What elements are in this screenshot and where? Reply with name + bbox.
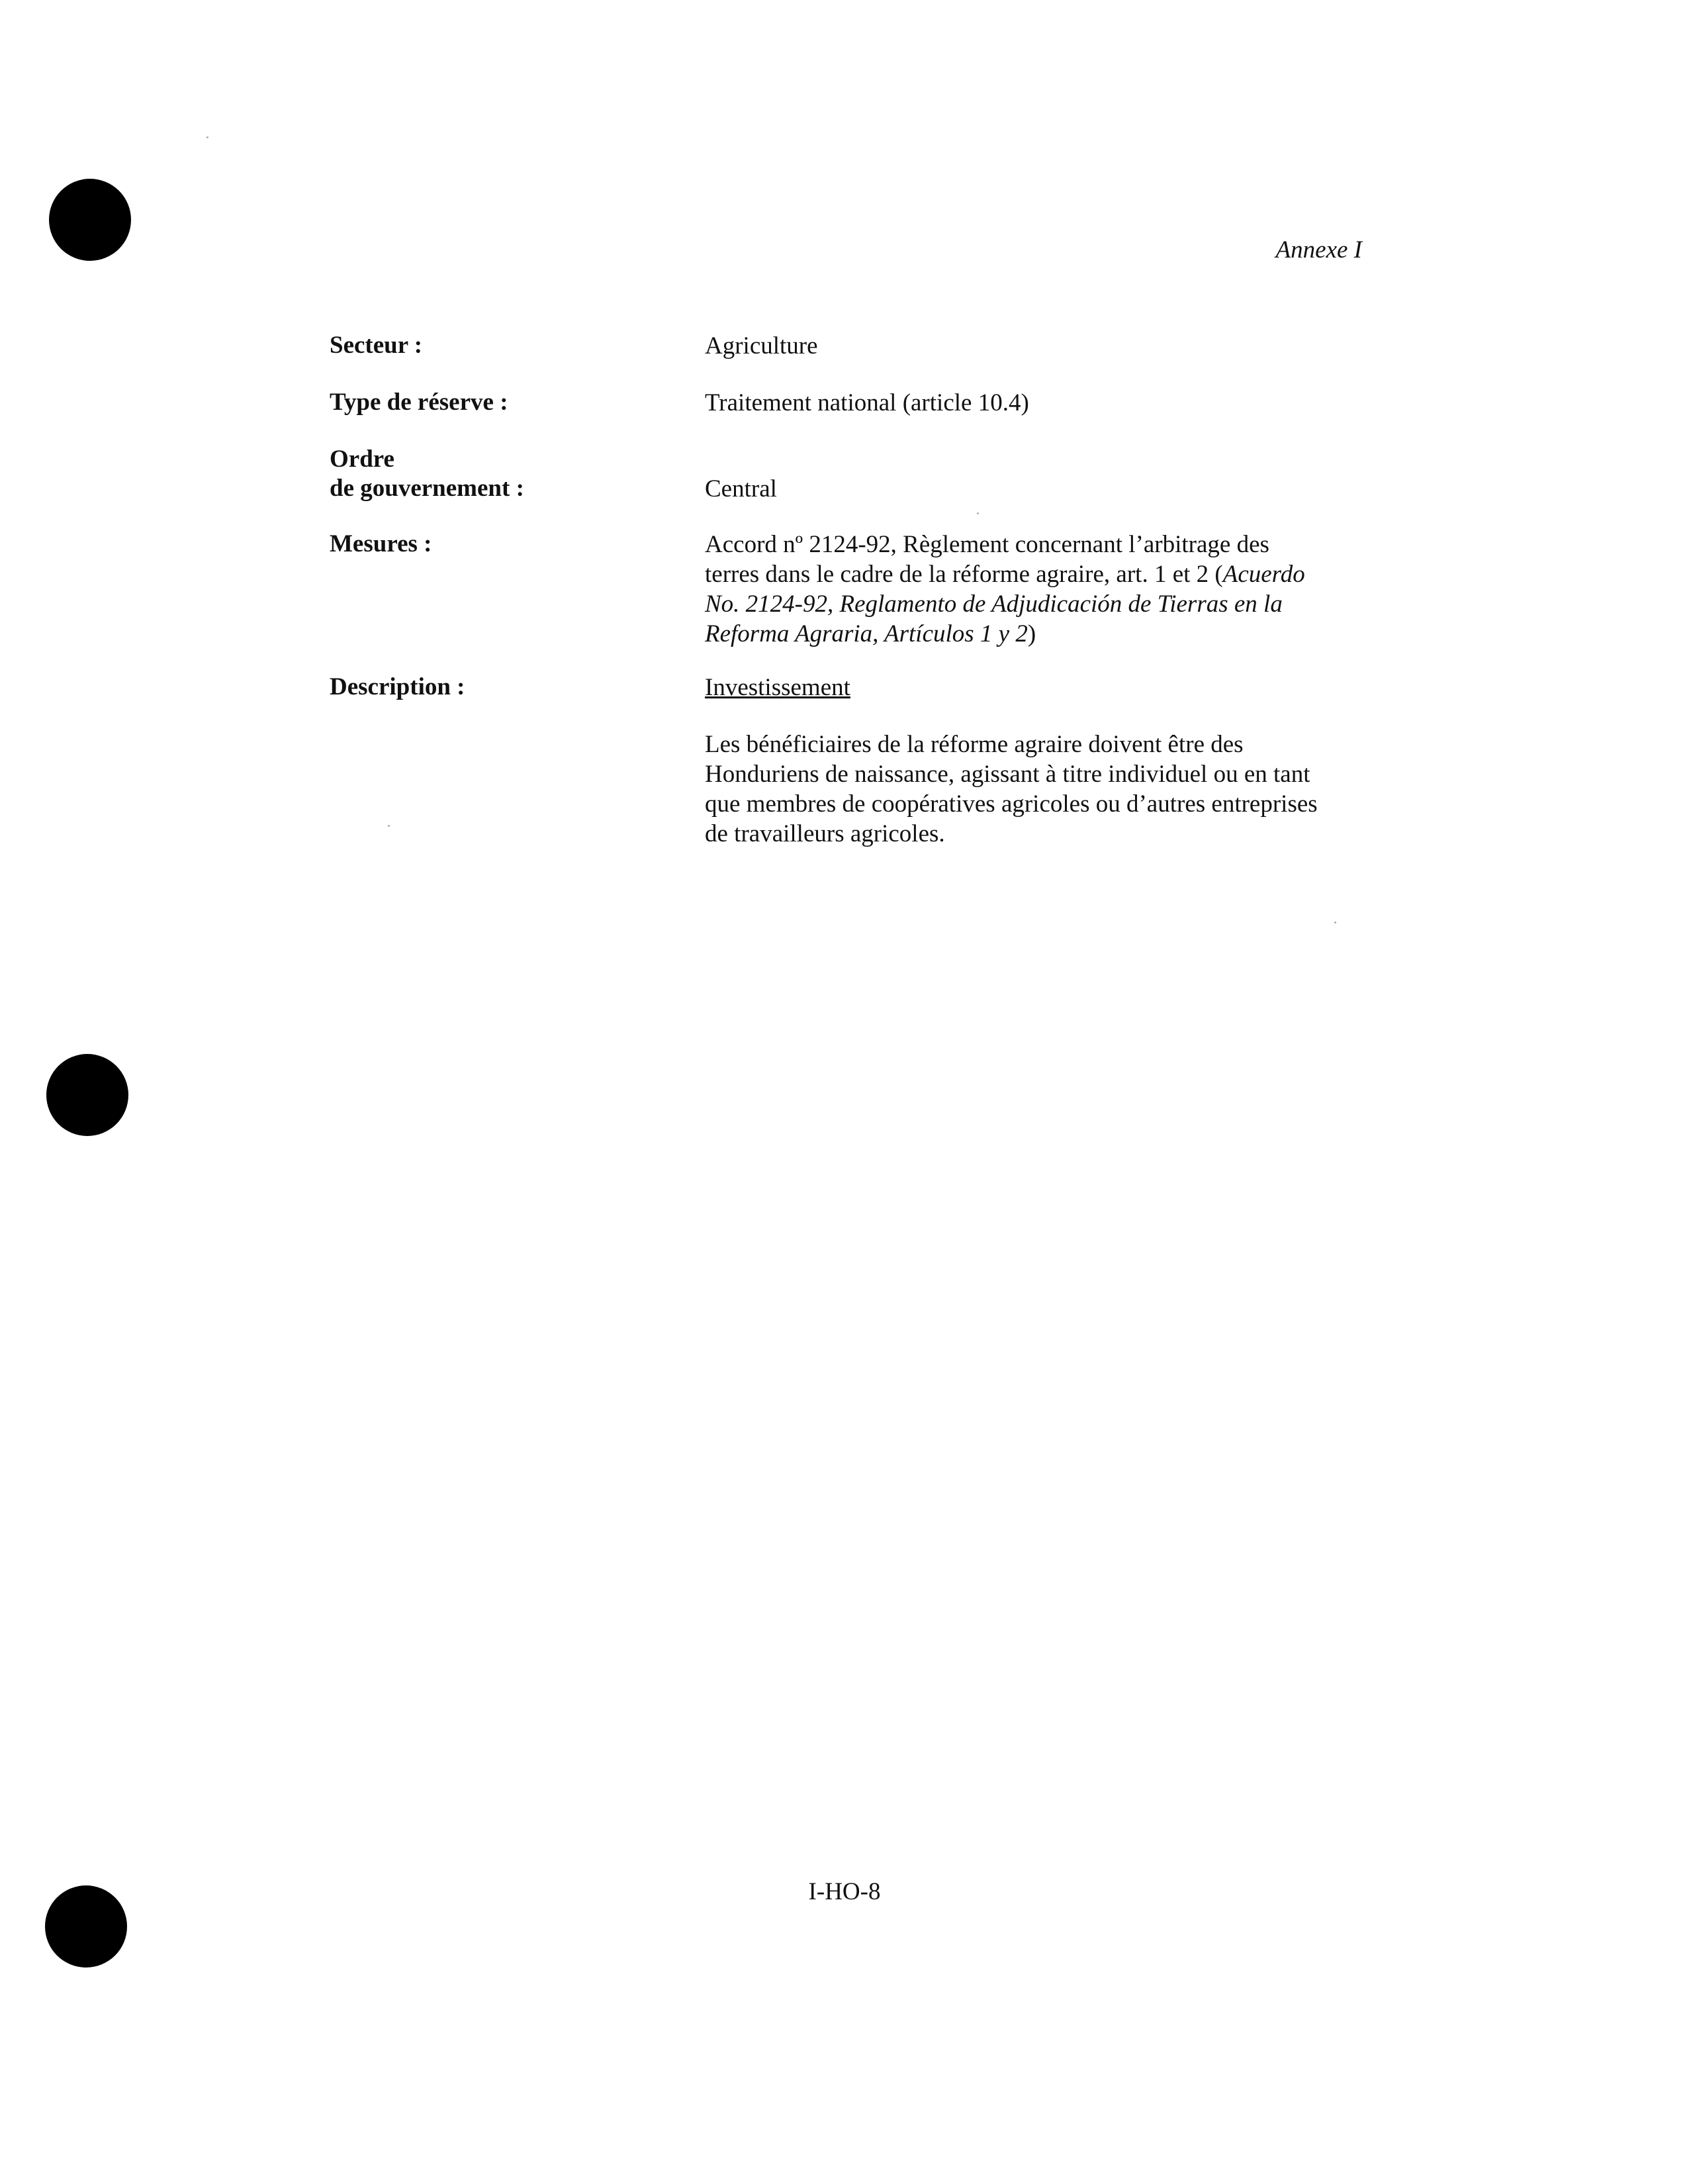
punch-hole-top [49, 179, 131, 261]
annex-header: Annexe I [1275, 236, 1362, 263]
type-reserve-label: Type de réserve : [330, 389, 508, 416]
mesures-value: Accord nº 2124-92, Règlement concernant l’arbitrage des terres dans le cadre de la réforme agraire, art. 1 et 2 (Acuerdo No. 2124-92, Reglamento de Adjudicación de Tierras en la Reforma Agraria, Artículos 1 y 2) [705, 531, 1305, 647]
punch-hole-middle [46, 1054, 128, 1136]
ordre-gouvernement-value: Central [705, 475, 777, 502]
type-reserve-value: Traitement national (article 10.4) [705, 389, 1029, 416]
scan-speck [1334, 922, 1336, 924]
scan-speck [977, 512, 979, 514]
description-label: Description : [330, 673, 465, 700]
description-heading: Investissement [705, 674, 850, 701]
secteur-label: Secteur : [330, 332, 423, 359]
page-number: I-HO-8 [808, 1878, 881, 1905]
secteur-value: Agriculture [705, 332, 818, 359]
description-body: Les bénéficiaires de la réforme agraire doivent être des Honduriens de naissance, agissant à titre individuel ou en tant que membres de coopératives agricoles ou d’autres entreprises de travailleurs agricoles. [705, 731, 1318, 847]
scan-speck [206, 136, 208, 138]
mesures-label: Mesures : [330, 530, 432, 557]
scan-speck [388, 825, 390, 827]
ordre-gouvernement-label: Ordre de gouvernement : [330, 446, 524, 502]
